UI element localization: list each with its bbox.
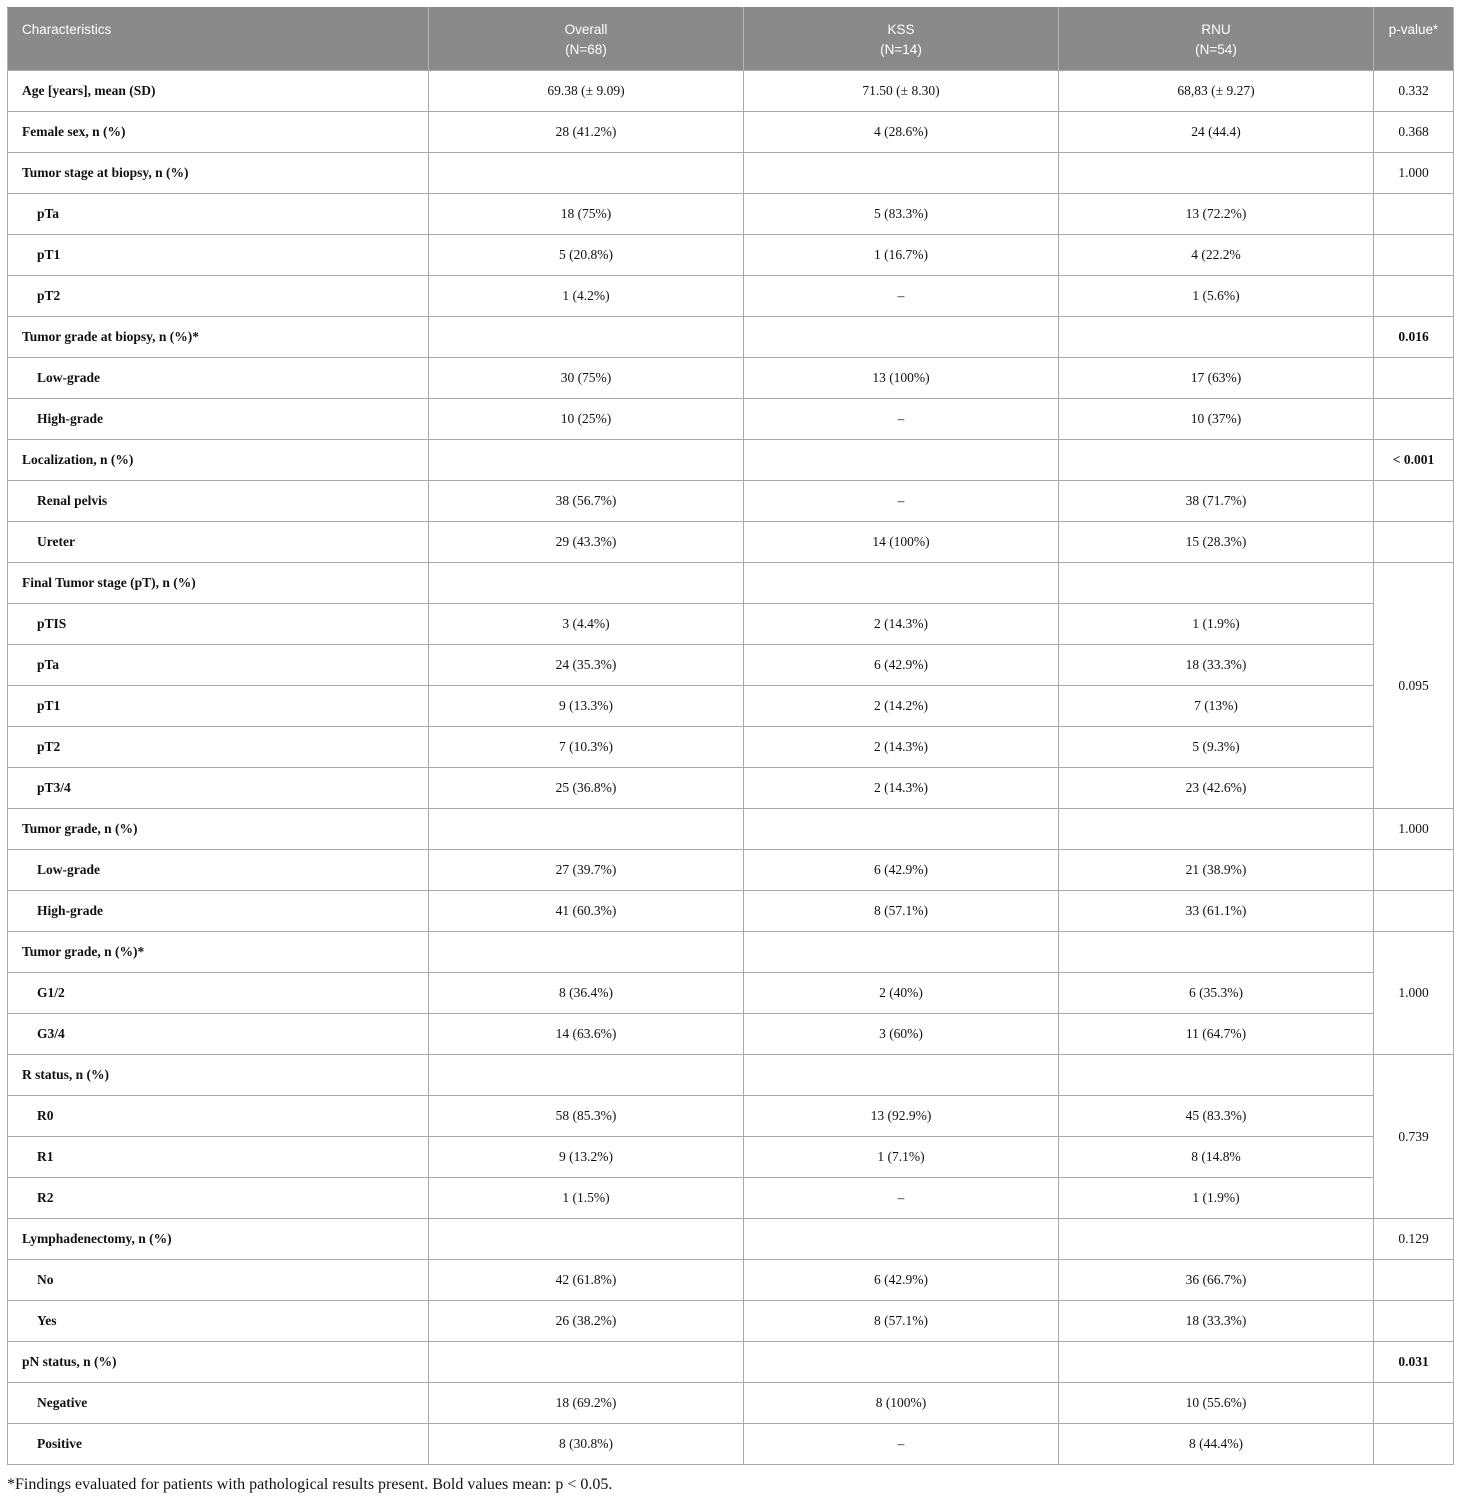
kss-cell: [744, 1342, 1059, 1383]
p-value-cell: [1374, 1424, 1454, 1465]
table-row: [8, 1301, 1454, 1342]
row-label-cell: Positive: [8, 1424, 429, 1465]
kss-cell: [744, 563, 1059, 604]
row-label-cell: High-grade: [8, 891, 429, 932]
table-row: [8, 112, 1454, 153]
overall-cell: 27 (39.7%): [429, 850, 744, 891]
rnu-cell: 8 (44.4%): [1059, 1424, 1374, 1465]
p-value-cell: [1374, 850, 1454, 891]
row-label-cell: Tumor grade at biopsy, n (%)*: [8, 317, 429, 358]
row-label-cell: Female sex, n (%): [8, 112, 429, 153]
table-row: [8, 973, 1454, 1014]
row-label-cell: Age [years], mean (SD): [8, 71, 429, 112]
overall-cell: [429, 1055, 744, 1096]
rnu-cell: 23 (42.6%): [1059, 768, 1374, 809]
kss-cell: 1 (7.1%): [744, 1137, 1059, 1178]
kss-cell: [744, 809, 1059, 850]
characteristics-table: [7, 7, 1454, 1465]
p-value-cell: 0.016: [1374, 317, 1454, 358]
rnu-cell: 68,83 (± 9.27): [1059, 71, 1374, 112]
kss-cell: 6 (42.9%): [744, 1260, 1059, 1301]
table-row: [8, 768, 1454, 809]
table-row: [8, 522, 1454, 563]
kss-cell: 13 (100%): [744, 358, 1059, 399]
table-row: [8, 399, 1454, 440]
rnu-cell: 21 (38.9%): [1059, 850, 1374, 891]
rnu-cell: [1059, 932, 1374, 973]
table-row: [8, 686, 1454, 727]
kss-cell: 2 (14.2%): [744, 686, 1059, 727]
p-value-cell: < 0.001: [1374, 440, 1454, 481]
row-label-cell: No: [8, 1260, 429, 1301]
row-label-cell: Low-grade: [8, 850, 429, 891]
header-rnu: [1059, 8, 1374, 71]
table-row: [8, 276, 1454, 317]
kss-cell: –: [744, 481, 1059, 522]
kss-cell: 1 (16.7%): [744, 235, 1059, 276]
header-count: (N=14): [880, 42, 922, 57]
rnu-cell: [1059, 153, 1374, 194]
rnu-cell: [1059, 809, 1374, 850]
rnu-cell: [1059, 1055, 1374, 1096]
row-label-cell: pTIS: [8, 604, 429, 645]
rnu-cell: 11 (64.7%): [1059, 1014, 1374, 1055]
p-value-cell: 0.095: [1374, 563, 1454, 809]
table-row: [8, 563, 1454, 604]
p-value-cell: [1374, 235, 1454, 276]
overall-cell: [429, 1219, 744, 1260]
kss-cell: –: [744, 1178, 1059, 1219]
kss-cell: 4 (28.6%): [744, 112, 1059, 153]
row-label-cell: Final Tumor stage (pT), n (%): [8, 563, 429, 604]
rnu-cell: 45 (83.3%): [1059, 1096, 1374, 1137]
row-label-cell: Tumor grade, n (%): [8, 809, 429, 850]
kss-cell: –: [744, 276, 1059, 317]
table-body: [8, 71, 1454, 1465]
overall-cell: 28 (41.2%): [429, 112, 744, 153]
table-row: [8, 1055, 1454, 1096]
overall-cell: 29 (43.3%): [429, 522, 744, 563]
overall-cell: 8 (30.8%): [429, 1424, 744, 1465]
table-row: [8, 1424, 1454, 1465]
kss-cell: 71.50 (± 8.30): [744, 71, 1059, 112]
rnu-cell: 13 (72.2%): [1059, 194, 1374, 235]
overall-cell: 69.38 (± 9.09): [429, 71, 744, 112]
rnu-cell: 38 (71.7%): [1059, 481, 1374, 522]
table-row: [8, 1137, 1454, 1178]
overall-cell: 8 (36.4%): [429, 973, 744, 1014]
row-label-cell: Tumor grade, n (%)*: [8, 932, 429, 973]
overall-cell: [429, 563, 744, 604]
kss-cell: 6 (42.9%): [744, 645, 1059, 686]
table-row: [8, 604, 1454, 645]
rnu-cell: 5 (9.3%): [1059, 727, 1374, 768]
kss-cell: 2 (14.3%): [744, 768, 1059, 809]
kss-cell: 8 (100%): [744, 1383, 1059, 1424]
header-p-value: [1374, 8, 1454, 71]
table-row: [8, 1096, 1454, 1137]
rnu-cell: 10 (55.6%): [1059, 1383, 1374, 1424]
p-value-cell: 0.129: [1374, 1219, 1454, 1260]
p-value-cell: 1.000: [1374, 932, 1454, 1055]
table-row: [8, 71, 1454, 112]
table-row: [8, 153, 1454, 194]
overall-cell: [429, 1342, 744, 1383]
rnu-cell: 36 (66.7%): [1059, 1260, 1374, 1301]
row-label-cell: Renal pelvis: [8, 481, 429, 522]
p-value-cell: [1374, 399, 1454, 440]
table-footnote: *Findings evaluated for patients with pathological results present. Bold values mean: p < 0.05.: [7, 1476, 613, 1493]
kss-cell: [744, 440, 1059, 481]
overall-cell: 1 (1.5%): [429, 1178, 744, 1219]
kss-cell: 13 (92.9%): [744, 1096, 1059, 1137]
kss-cell: 2 (14.3%): [744, 604, 1059, 645]
rnu-cell: 7 (13%): [1059, 686, 1374, 727]
table-row: [8, 850, 1454, 891]
overall-cell: [429, 153, 744, 194]
overall-cell: 3 (4.4%): [429, 604, 744, 645]
kss-cell: [744, 317, 1059, 358]
overall-cell: 9 (13.2%): [429, 1137, 744, 1178]
row-label-cell: Negative: [8, 1383, 429, 1424]
row-label-cell: pT1: [8, 235, 429, 276]
row-label-cell: Low-grade: [8, 358, 429, 399]
overall-cell: 7 (10.3%): [429, 727, 744, 768]
row-label-cell: G1/2: [8, 973, 429, 1014]
overall-cell: 42 (61.8%): [429, 1260, 744, 1301]
p-value-cell: [1374, 358, 1454, 399]
table-row: [8, 1014, 1454, 1055]
table-row: [8, 1260, 1454, 1301]
row-label-cell: pT2: [8, 276, 429, 317]
overall-cell: 10 (25%): [429, 399, 744, 440]
header-kss: [744, 8, 1059, 71]
kss-cell: 8 (57.1%): [744, 1301, 1059, 1342]
rnu-cell: 8 (14.8%: [1059, 1137, 1374, 1178]
table-row: [8, 194, 1454, 235]
rnu-cell: 4 (22.2%: [1059, 235, 1374, 276]
overall-cell: [429, 809, 744, 850]
p-value-cell: [1374, 194, 1454, 235]
row-label-cell: Ureter: [8, 522, 429, 563]
overall-cell: 58 (85.3%): [429, 1096, 744, 1137]
table-row: [8, 1219, 1454, 1260]
header-label: KSS: [887, 22, 915, 37]
rnu-cell: 10 (37%): [1059, 399, 1374, 440]
overall-cell: 18 (69.2%): [429, 1383, 744, 1424]
rnu-cell: [1059, 1219, 1374, 1260]
header-count: (N=54): [1195, 42, 1237, 57]
table-row: [8, 481, 1454, 522]
kss-cell: [744, 1219, 1059, 1260]
p-value-cell: 1.000: [1374, 153, 1454, 194]
table-row: [8, 358, 1454, 399]
table-row: [8, 809, 1454, 850]
overall-cell: 26 (38.2%): [429, 1301, 744, 1342]
rnu-cell: [1059, 317, 1374, 358]
kss-cell: –: [744, 1424, 1059, 1465]
table-row: [8, 1342, 1454, 1383]
overall-cell: 41 (60.3%): [429, 891, 744, 932]
row-label-cell: pTa: [8, 194, 429, 235]
row-label-cell: High-grade: [8, 399, 429, 440]
row-label-cell: Yes: [8, 1301, 429, 1342]
row-label-cell: R2: [8, 1178, 429, 1219]
p-value-cell: [1374, 481, 1454, 522]
p-value-cell: 0.368: [1374, 112, 1454, 153]
p-value-cell: [1374, 1301, 1454, 1342]
p-value-cell: [1374, 891, 1454, 932]
table-row: [8, 235, 1454, 276]
p-value-cell: [1374, 1383, 1454, 1424]
row-label-cell: R status, n (%): [8, 1055, 429, 1096]
p-value-cell: [1374, 276, 1454, 317]
table-row: [8, 440, 1454, 481]
header-label: Characteristics: [22, 22, 112, 37]
kss-cell: 14 (100%): [744, 522, 1059, 563]
rnu-cell: 18 (33.3%): [1059, 645, 1374, 686]
rnu-cell: 33 (61.1%): [1059, 891, 1374, 932]
rnu-cell: 24 (44.4): [1059, 112, 1374, 153]
p-value-cell: [1374, 1260, 1454, 1301]
p-value-cell: 0.332: [1374, 71, 1454, 112]
kss-cell: 3 (60%): [744, 1014, 1059, 1055]
row-label-cell: pT2: [8, 727, 429, 768]
table-row: [8, 1383, 1454, 1424]
rnu-cell: 17 (63%): [1059, 358, 1374, 399]
overall-cell: [429, 317, 744, 358]
table-row: [8, 317, 1454, 358]
table-row: [8, 727, 1454, 768]
row-label-cell: R0: [8, 1096, 429, 1137]
row-label-cell: pT1: [8, 686, 429, 727]
row-label-cell: Localization, n (%): [8, 440, 429, 481]
overall-cell: [429, 440, 744, 481]
overall-cell: 38 (56.7%): [429, 481, 744, 522]
rnu-cell: 1 (1.9%): [1059, 604, 1374, 645]
overall-cell: [429, 932, 744, 973]
kss-cell: [744, 932, 1059, 973]
rnu-cell: 1 (1.9%): [1059, 1178, 1374, 1219]
table-container: [7, 7, 1453, 1465]
row-label-cell: Lymphadenectomy, n (%): [8, 1219, 429, 1260]
row-label-cell: pN status, n (%): [8, 1342, 429, 1383]
rnu-cell: [1059, 440, 1374, 481]
table-row: [8, 932, 1454, 973]
rnu-cell: 18 (33.3%): [1059, 1301, 1374, 1342]
kss-cell: [744, 1055, 1059, 1096]
kss-cell: [744, 153, 1059, 194]
rnu-cell: [1059, 1342, 1374, 1383]
overall-cell: 24 (35.3%): [429, 645, 744, 686]
overall-cell: 5 (20.8%): [429, 235, 744, 276]
row-label-cell: G3/4: [8, 1014, 429, 1055]
overall-cell: 30 (75%): [429, 358, 744, 399]
overall-cell: 25 (36.8%): [429, 768, 744, 809]
kss-cell: –: [744, 399, 1059, 440]
row-label-cell: pTa: [8, 645, 429, 686]
table-row: [8, 1178, 1454, 1219]
table-header-row: [8, 8, 1454, 71]
row-label-cell: R1: [8, 1137, 429, 1178]
header-label: Overall: [564, 22, 608, 37]
rnu-cell: [1059, 563, 1374, 604]
p-value-cell: 0.739: [1374, 1055, 1454, 1219]
p-value-cell: [1374, 522, 1454, 563]
header-count: (N=68): [565, 42, 607, 57]
kss-cell: 5 (83.3%): [744, 194, 1059, 235]
kss-cell: 2 (40%): [744, 973, 1059, 1014]
table-row: [8, 645, 1454, 686]
kss-cell: 2 (14.3%): [744, 727, 1059, 768]
table-row: [8, 891, 1454, 932]
header-characteristics: [8, 8, 429, 71]
rnu-cell: 15 (28.3%): [1059, 522, 1374, 563]
overall-cell: 14 (63.6%): [429, 1014, 744, 1055]
row-label-cell: pT3/4: [8, 768, 429, 809]
p-value-cell: 0.031: [1374, 1342, 1454, 1383]
overall-cell: 1 (4.2%): [429, 276, 744, 317]
header-overall: [429, 8, 744, 71]
kss-cell: 6 (42.9%): [744, 850, 1059, 891]
p-value-cell: 1.000: [1374, 809, 1454, 850]
row-label-cell: Tumor stage at biopsy, n (%): [8, 153, 429, 194]
overall-cell: 9 (13.3%): [429, 686, 744, 727]
kss-cell: 8 (57.1%): [744, 891, 1059, 932]
rnu-cell: 1 (5.6%): [1059, 276, 1374, 317]
header-label: RNU: [1201, 22, 1231, 37]
rnu-cell: 6 (35.3%): [1059, 973, 1374, 1014]
header-label: p-value*: [1388, 22, 1439, 37]
overall-cell: 18 (75%): [429, 194, 744, 235]
